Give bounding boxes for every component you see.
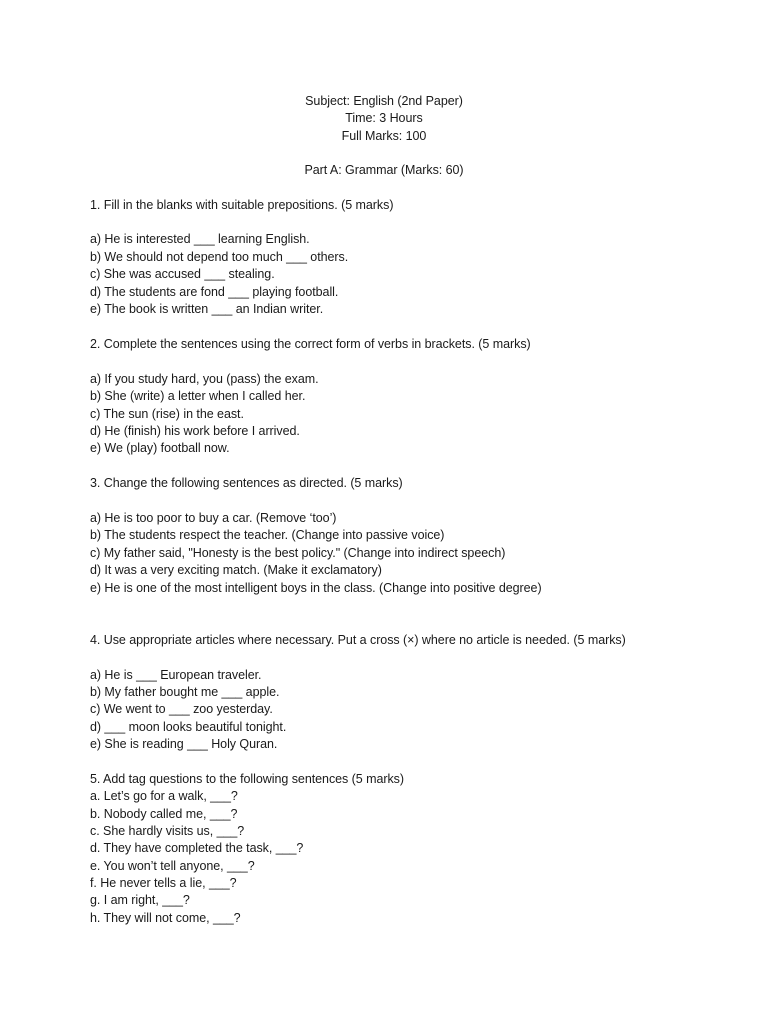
q3-item-c: c) My father said, "Honesty is the best policy." (Change into indirect speech) bbox=[90, 546, 506, 560]
time-line: Time: 3 Hours bbox=[345, 111, 423, 125]
q4-item-b: b) My father bought me ___ apple. bbox=[90, 685, 280, 699]
q1-heading: 1. Fill in the blanks with suitable prepositions. (5 marks) bbox=[90, 198, 394, 212]
q1-item-e: e) The book is written ___ an Indian writer. bbox=[90, 302, 324, 316]
q3-item-b: b) The students respect the teacher. (Change into passive voice) bbox=[90, 528, 445, 542]
part-heading: Part A: Grammar (Marks: 60) bbox=[304, 163, 464, 177]
q5-item-h: h. They will not come, ___? bbox=[90, 911, 241, 925]
q4-item-e: e) She is reading ___ Holy Quran. bbox=[90, 737, 278, 751]
q5-item-e: e. You won’t tell anyone, ___? bbox=[90, 859, 255, 873]
q2-item-c: c) The sun (rise) in the east. bbox=[90, 407, 244, 421]
q3-item-d: d) It was a very exciting match. (Make it exclamatory) bbox=[90, 563, 382, 577]
q2-item-e: e) We (play) football now. bbox=[90, 441, 230, 455]
q5-item-g: g. I am right, ___? bbox=[90, 893, 190, 907]
q3-heading: 3. Change the following sentences as directed. (5 marks) bbox=[90, 476, 403, 490]
q2-item-b: b) She (write) a letter when I called her. bbox=[90, 389, 306, 403]
q1-item-b: b) We should not depend too much ___ others. bbox=[90, 250, 349, 264]
subject-line: Subject: English (2nd Paper) bbox=[305, 94, 463, 108]
q2-heading: 2. Complete the sentences using the correct form of verbs in brackets. (5 marks) bbox=[90, 337, 531, 351]
q5-item-f: f. He never tells a lie, ___? bbox=[90, 876, 237, 890]
q5-item-a: a. Let’s go for a walk, ___? bbox=[90, 789, 238, 803]
q1-item-c: c) She was accused ___ stealing. bbox=[90, 267, 275, 281]
q4-item-c: c) We went to ___ zoo yesterday. bbox=[90, 702, 273, 716]
q1-item-d: d) The students are fond ___ playing football. bbox=[90, 285, 339, 299]
q3-item-e: e) He is one of the most intelligent boys in the class. (Change into positive degree) bbox=[90, 581, 542, 595]
q5-heading: 5. Add tag questions to the following sentences (5 marks) bbox=[90, 772, 404, 786]
q1-item-a: a) He is interested ___ learning English. bbox=[90, 232, 310, 246]
q2-item-d: d) He (finish) his work before I arrived. bbox=[90, 424, 300, 438]
q5-item-d: d. They have completed the task, ___? bbox=[90, 841, 304, 855]
q2-item-a: a) If you study hard, you (pass) the exam. bbox=[90, 372, 319, 386]
q3-item-a: a) He is too poor to buy a car. (Remove ‘too’) bbox=[90, 511, 337, 525]
full-marks-line: Full Marks: 100 bbox=[341, 129, 427, 143]
q5-item-b: b. Nobody called me, ___? bbox=[90, 807, 238, 821]
q4-item-a: a) He is ___ European traveler. bbox=[90, 668, 262, 682]
q5-item-c: c. She hardly visits us, ___? bbox=[90, 824, 245, 838]
q4-heading: 4. Use appropriate articles where necessary. Put a cross (×) where no article is needed. (5 marks) bbox=[90, 633, 626, 647]
q4-item-d: d) ___ moon looks beautiful tonight. bbox=[90, 720, 287, 734]
